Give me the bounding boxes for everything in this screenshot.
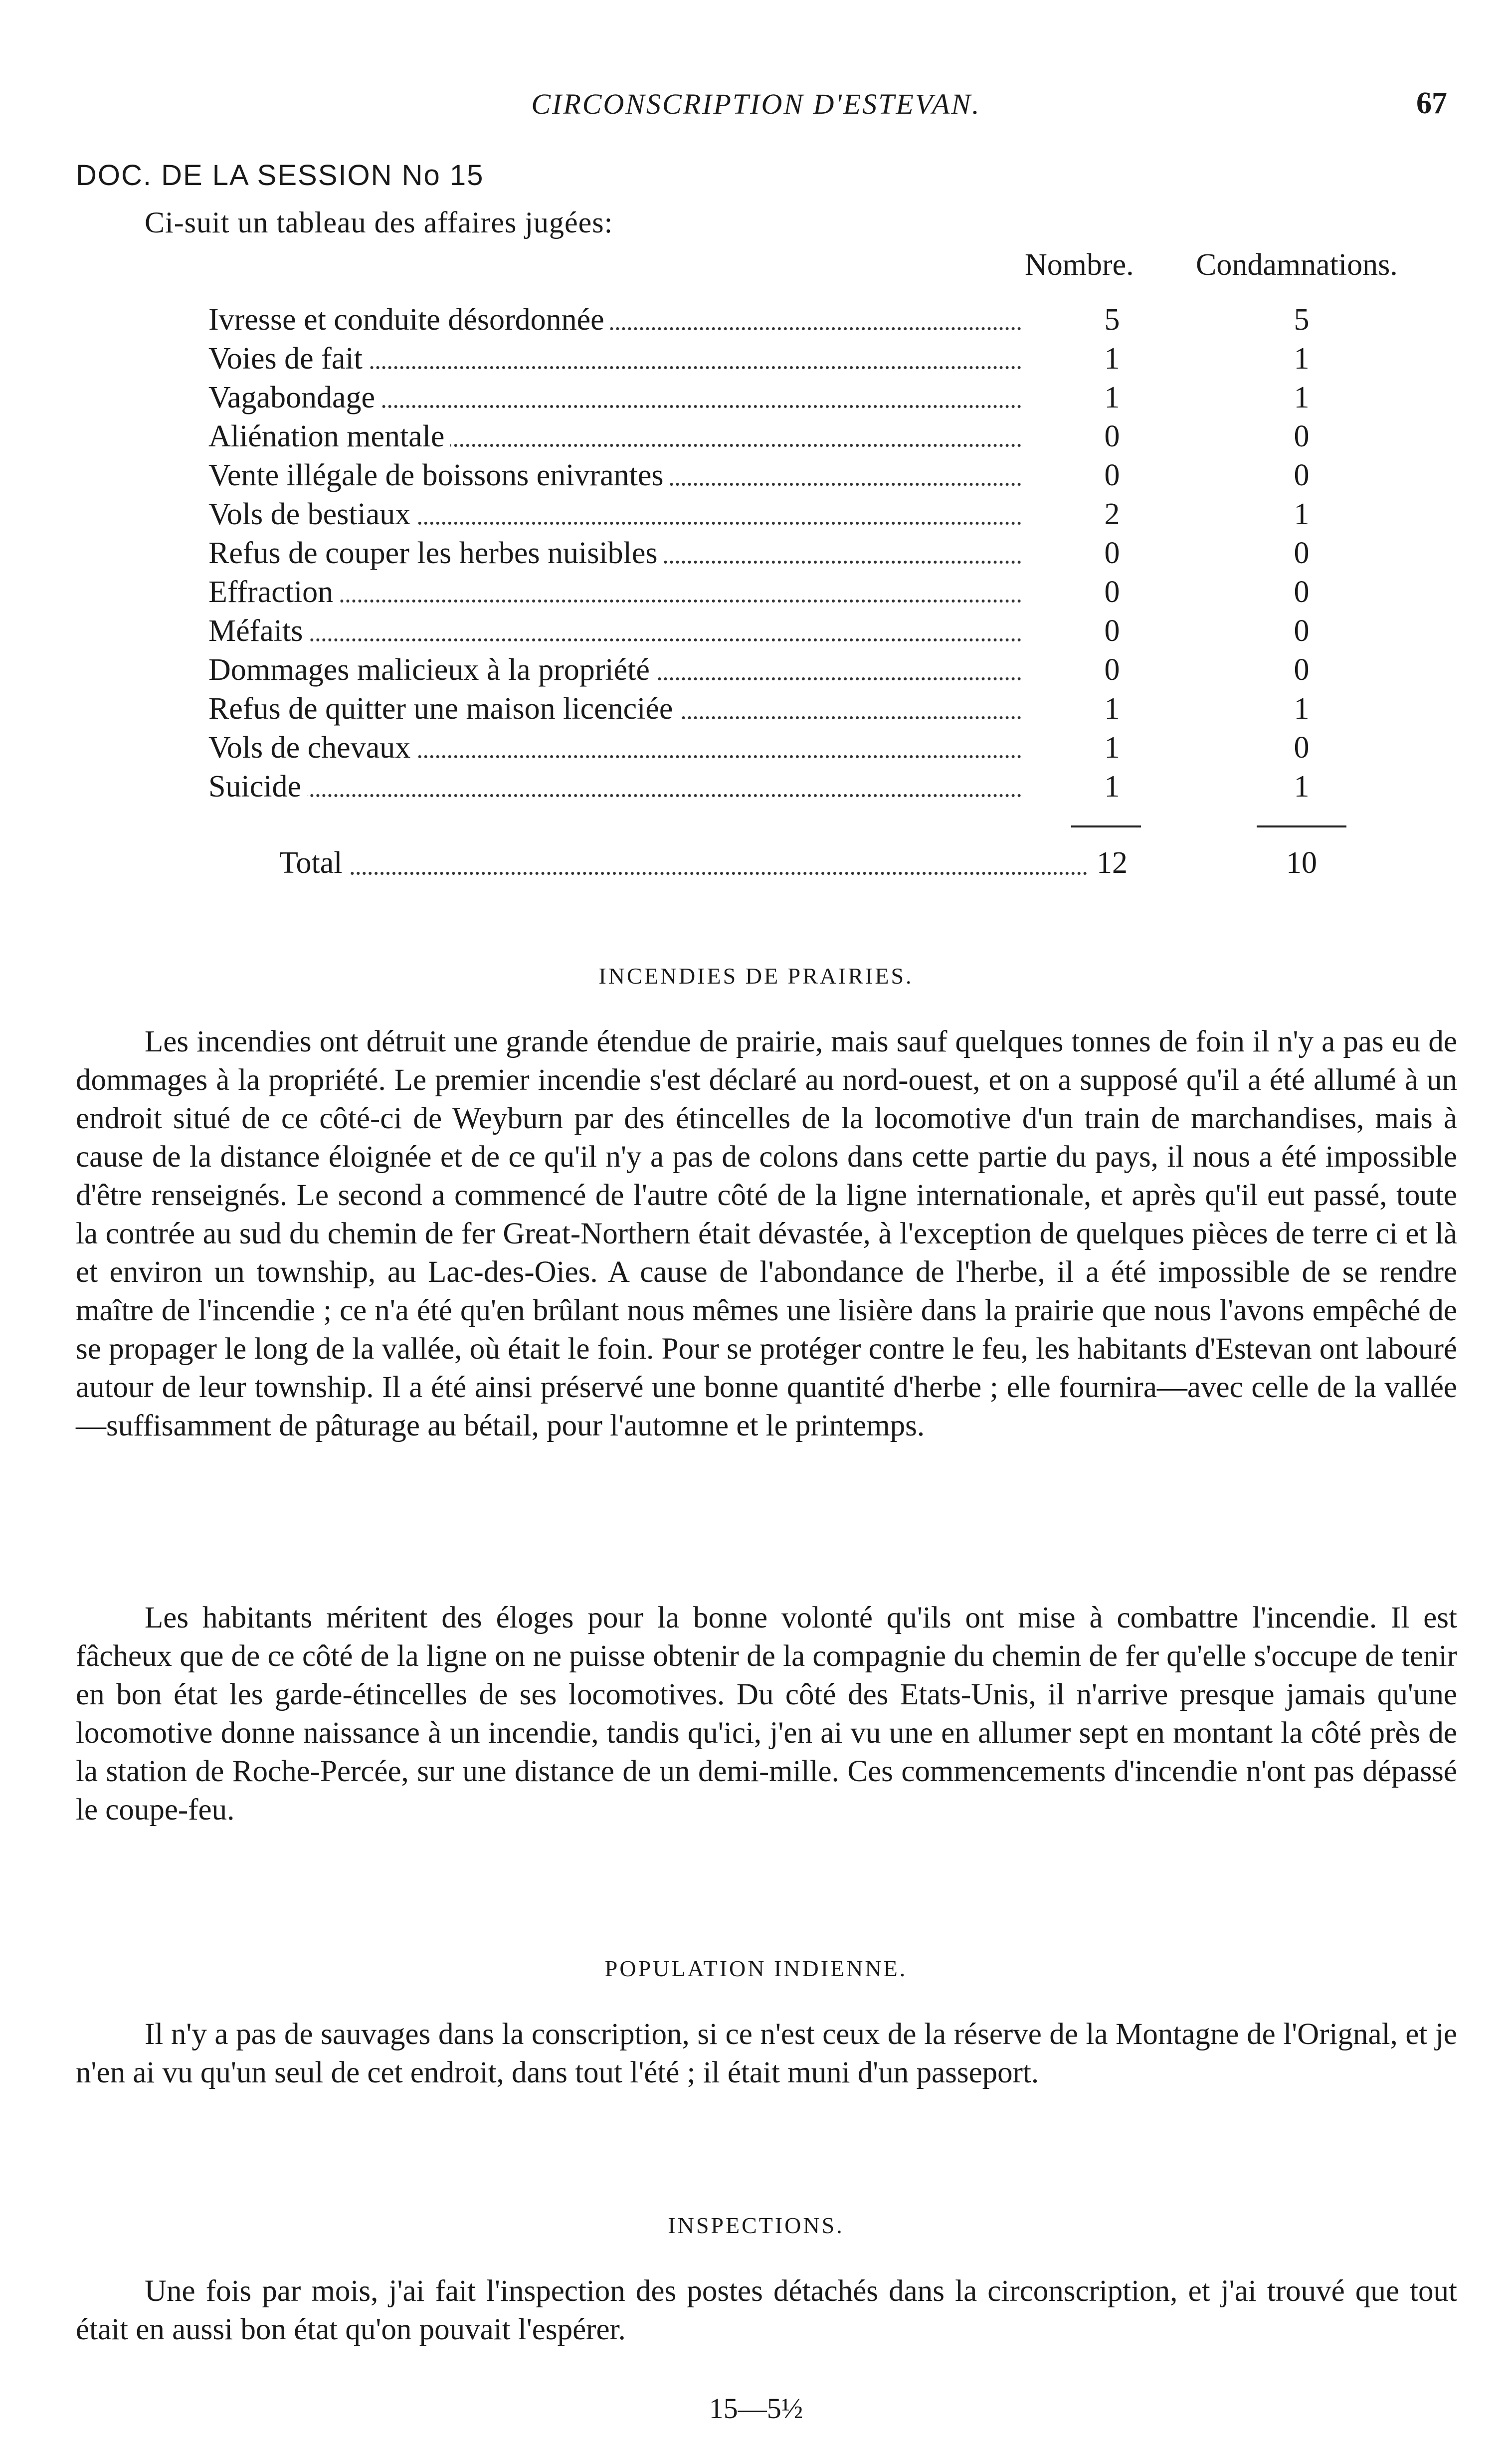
- table-row: [0, 612, 1512, 650]
- table-intro: Ci-suit un tableau des affaires jugées:: [145, 206, 613, 239]
- table-row: [0, 378, 1512, 417]
- condamnations-value: 1: [1294, 497, 1310, 531]
- condamnations-value: 0: [1294, 653, 1310, 687]
- nombre-value: 1: [1104, 692, 1120, 726]
- condamnations-value: 0: [1294, 536, 1310, 570]
- column-header-nombre: Nombre.: [1025, 248, 1134, 282]
- doc-session-label: DOC. DE LA SESSION No 15: [76, 159, 484, 192]
- table-row: [0, 728, 1512, 767]
- offense-label: Vols de bestiaux: [208, 497, 416, 531]
- nombre-value: 1: [1104, 381, 1120, 414]
- table-row: [0, 767, 1512, 806]
- sum-rule-condamnations: [1257, 825, 1346, 827]
- table-row: [0, 689, 1512, 728]
- offense-label: Vagabondage: [208, 381, 381, 414]
- condamnations-value: 1: [1294, 342, 1310, 376]
- offense-label: Vente illégale de boissons enivrantes: [208, 458, 670, 492]
- total-condamnations: 10: [1286, 846, 1317, 880]
- condamnations-value: 0: [1294, 419, 1310, 453]
- sum-rule-nombre: [1071, 825, 1141, 827]
- offense-label: Vols de chevaux: [208, 731, 416, 765]
- nombre-value: 0: [1104, 536, 1120, 570]
- section-title-population: POPULATION INDIENNE.: [604, 1956, 908, 1981]
- running-title: CIRCONSCRIPTION D'ESTEVAN.: [531, 88, 981, 120]
- section-title-incendies: INCENDIES DE PRAIRIES.: [598, 963, 914, 989]
- paragraph-incendies-2: Les habitants méritent des éloges pour la bonne volonté qu'ils ont mise à combattre l'incendie. Il est fâcheux que de ce côté de la ligne on ne puisse obtenir de la compagnie du chemin de fer qu'elle s'occupe de tenir en bon état les garde-étincelles de ses locomotives. Du côté des Etats-Unis, il n'arrive presque jamais qu'une locomotive donne naissance à un incendie, tandis qu'ici, j'en ai vu une en allumer sept en montant la côté près de la station de Roche-Percée, sur une distance de un demi-mille. Ces commencements d'incendie n'ont pas dépassé le coupe-feu.: [76, 1601, 1457, 1827]
- condamnations-value: 5: [1294, 303, 1310, 337]
- condamnations-value: 1: [1294, 770, 1310, 804]
- nombre-value: 5: [1104, 303, 1120, 337]
- offense-label: Refus de quitter une maison licenciée: [208, 692, 679, 726]
- offense-label: Suicide: [208, 770, 307, 804]
- nombre-value: 0: [1104, 653, 1120, 687]
- offense-label: Aliénation mentale: [208, 419, 450, 453]
- total-row: [0, 843, 1512, 883]
- nombre-value: 1: [1104, 731, 1120, 765]
- nombre-value: 2: [1104, 497, 1120, 531]
- nombre-value: 0: [1104, 575, 1120, 609]
- nombre-value: 0: [1104, 614, 1120, 648]
- condamnations-value: 1: [1294, 381, 1310, 414]
- page-number: 67: [1416, 86, 1447, 120]
- offense-label: Ivresse et conduite désordonnée: [208, 303, 610, 337]
- offense-label: Refus de couper les herbes nuisibles: [208, 536, 663, 570]
- table-row: [0, 417, 1512, 456]
- paragraph-inspections: Une fois par mois, j'ai fait l'inspection des postes détachés dans la circonscription, et j'ai trouvé que tout était en aussi bon état qu'on pouvait l'espérer.: [76, 2274, 1457, 2346]
- table-row: [0, 456, 1512, 495]
- nombre-value: 1: [1104, 770, 1120, 804]
- table-row: [0, 300, 1512, 339]
- table-row: [0, 650, 1512, 689]
- nombre-value: 0: [1104, 458, 1120, 492]
- condamnations-value: 0: [1294, 614, 1310, 648]
- condamnations-value: 0: [1294, 731, 1310, 765]
- offense-label: Voies de fait: [208, 342, 369, 376]
- paragraph-incendies-1: Les incendies ont détruit une grande étendue de prairie, mais sauf quelques tonnes de foin il n'y a pas eu de dommages à la propriété. Le premier incendie s'est déclaré au nord-ouest, et on a supposé qu'il a été allumé à un endroit situé de ce côté-ci de Weyburn par des étincelles de la locomotive d'un train de marchandises, mais à cause de la distance éloignée et de ce qu'il n'y a pas de colons dans cette partie du pays, il nous a été impossible d'être renseignés. Le second a commencé de l'autre côté de la ligne internationale, et après qu'il eut passé, toute la contrée au sud du chemin de fer Great-Northern était dévastée, à l'exception de quelques pièces de terre ci et là et environ un township, au Lac-des-Oies. A cause de l'abondance de l'herbe, il a été impossible de se rendre maître de l'incendie ; ce n'a été qu'en brûlant nous mêmes une lisière dans la prairie que nous l'avons empêché de se propager le long de la vallée, où était le foin. Pour se protéger contre le feu, les habitants d'Estevan ont labouré autour de leur township. Il a été ainsi préservé une bonne quantité d'herbe ; elle fournira—avec celle de la vallée—suffisamment de pâturage au bétail, pour l'automne et le printemps.: [76, 1025, 1457, 1442]
- nombre-value: 1: [1104, 342, 1120, 376]
- table-row: [0, 495, 1512, 534]
- total-nombre: 12: [1097, 846, 1128, 880]
- condamnations-value: 0: [1294, 575, 1310, 609]
- column-header-condamnations: Condamnations.: [1196, 248, 1398, 282]
- condamnations-value: 0: [1294, 458, 1310, 492]
- dot-leader: [279, 872, 1087, 875]
- signature-mark: 15—5½: [709, 2392, 803, 2425]
- offense-label: Effraction: [208, 575, 339, 609]
- section-title-inspections: INSPECTIONS.: [668, 2213, 844, 2238]
- offense-label: Dommages malicieux à la propriété: [208, 653, 656, 687]
- total-label: Total: [279, 843, 349, 883]
- table-row: [0, 534, 1512, 573]
- table-row: [0, 573, 1512, 612]
- condamnations-value: 1: [1294, 692, 1310, 726]
- nombre-value: 0: [1104, 419, 1120, 453]
- offense-label: Méfaits: [208, 614, 309, 648]
- paragraph-population: Il n'y a pas de sauvages dans la conscription, si ce n'est ceux de la réserve de la Montagne de l'Orignal, et je n'en ai vu qu'un seul de cet endroit, dans tout l'été ; il était muni d'un passeport.: [76, 2018, 1457, 2089]
- table-row: [0, 339, 1512, 378]
